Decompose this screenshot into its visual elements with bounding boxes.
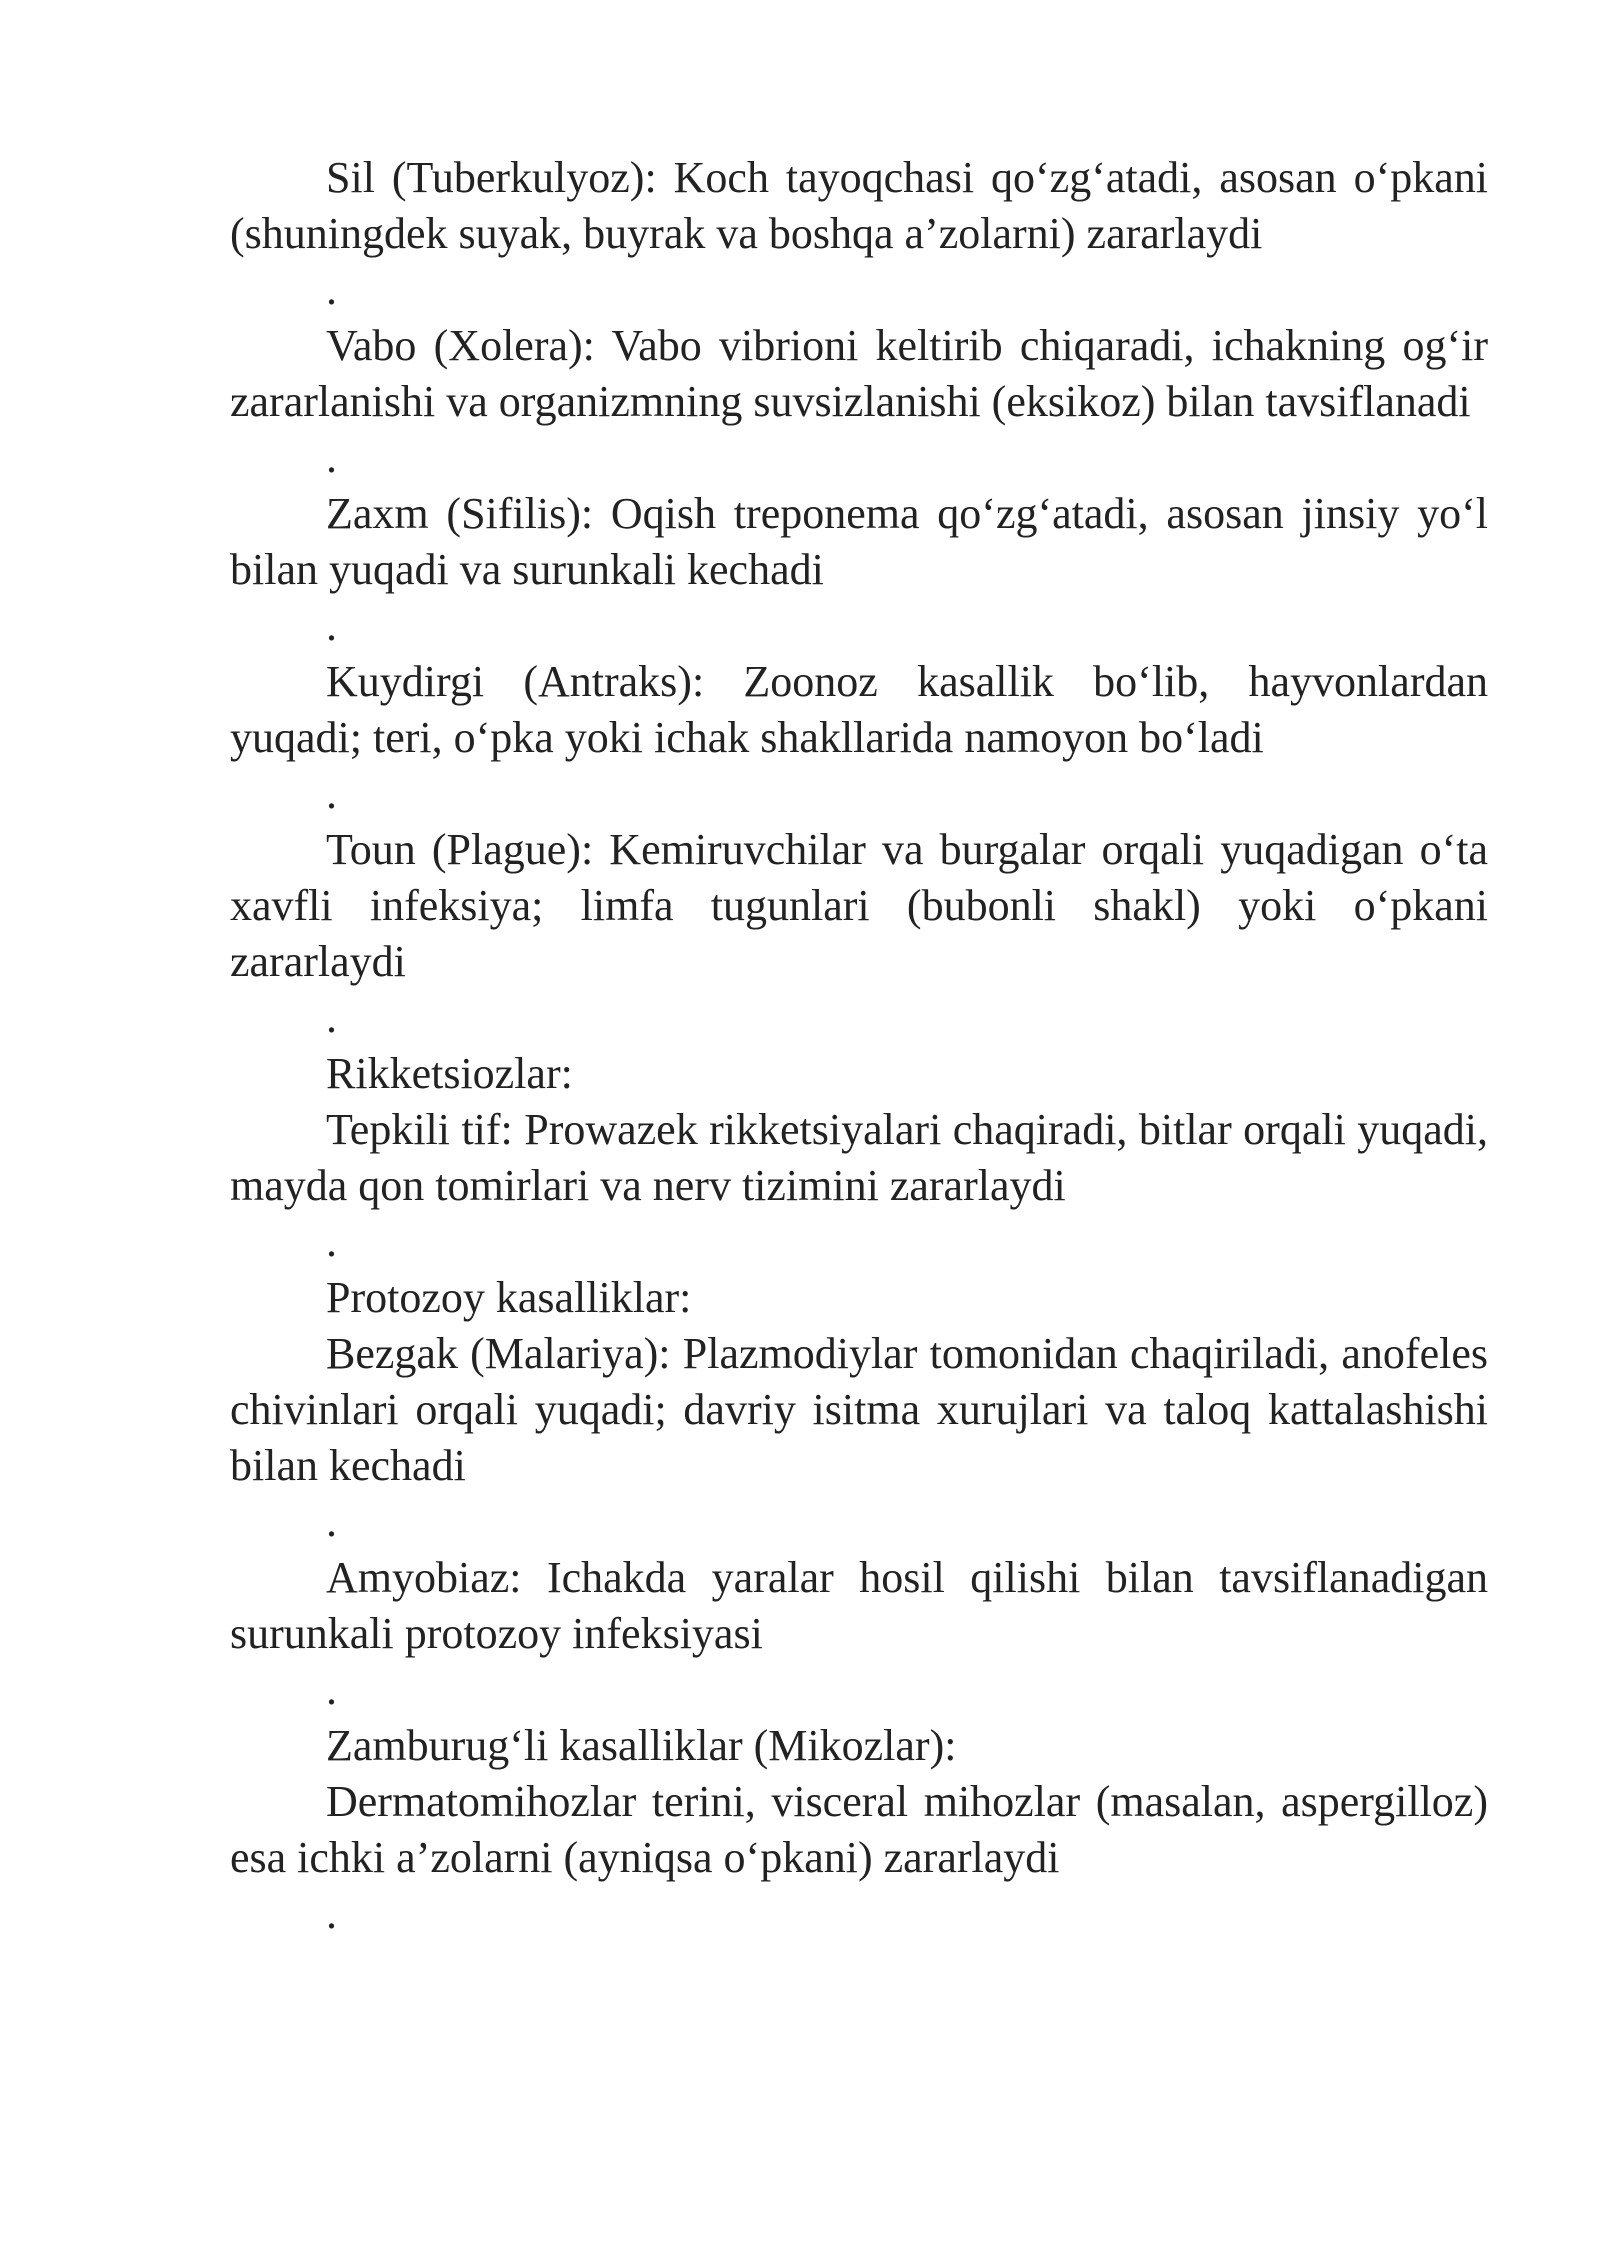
separator-dot: . — [326, 601, 337, 650]
paragraph-mycoses: Dermatomihozlar terini, visceral mihozlar (masalan, aspergilloz) esa ichki a’zolarni (ayniqsa o‘pkani) zararlaydi — [230, 1777, 1488, 1882]
document-page — [230, 150, 1488, 1942]
heading-rickettsioses: Rikketsiozlar: — [326, 1049, 573, 1098]
paragraph-typhus: Tepkili tif: Prowazek rikketsiyalari chaqiradi, bitlar orqali yuqadi, mayda qon tomirlari va nerv tizimini zararlaydi — [230, 1105, 1488, 1210]
paragraph-amoebiasis: Amyobiaz: Ichakda yaralar hosil qilishi bilan tavsiflanadigan surunkali protozoy infeksiyasi — [230, 1553, 1488, 1658]
paragraph-syphilis: Zaxm (Sifilis): Oqish treponema qo‘zg‘atadi, asosan jinsiy yo‘l bilan yuqadi va surunkali kechadi — [230, 489, 1488, 594]
separator-dot: . — [326, 1217, 337, 1266]
separator-dot: . — [326, 1889, 337, 1938]
separator-dot: . — [326, 1497, 337, 1546]
paragraph-malaria: Bezgak (Malariya): Plazmodiylar tomonidan chaqiriladi, anofeles chivinlari orqali yuqadi; davriy isitma xurujlari va taloq kattalashishi bilan kechadi — [230, 1329, 1488, 1490]
separator-dot: . — [326, 433, 337, 482]
paragraph-plague: Toun (Plague): Kemiruvchilar va burgalar orqali yuqadigan o‘ta xavfli infeksiya; limfa tugunlari (bubonli shakl) yoki o‘pkani zararlaydi — [230, 825, 1488, 986]
separator-dot: . — [326, 1665, 337, 1714]
paragraph-cholera: Vabo (Xolera): Vabo vibrioni keltirib chiqaradi, ichakning og‘ir zararlanishi va organizmning suvsizlanishi (eksikoz) bilan tavsiflanadi — [230, 321, 1488, 426]
separator-dot: . — [326, 265, 337, 314]
separator-dot: . — [326, 769, 337, 818]
separator-dot: . — [326, 993, 337, 1042]
paragraph-tuberculosis: Sil (Tuberkulyoz): Koch tayoqchasi qo‘zg‘atadi, asosan o‘pkani (shuningdek suyak, buyrak va boshqa a’zolarni) zararlaydi — [230, 153, 1488, 258]
heading-fungal-diseases: Zamburug‘li kasalliklar (Mikozlar): — [326, 1721, 957, 1770]
heading-protozoal-diseases: Protozoy kasalliklar: — [326, 1273, 692, 1322]
paragraph-anthrax: Kuydirgi (Antraks): Zoonoz kasallik bo‘lib, hayvonlardan yuqadi; teri, o‘pka yoki ichak shakllarida namoyon bo‘ladi — [230, 657, 1488, 762]
